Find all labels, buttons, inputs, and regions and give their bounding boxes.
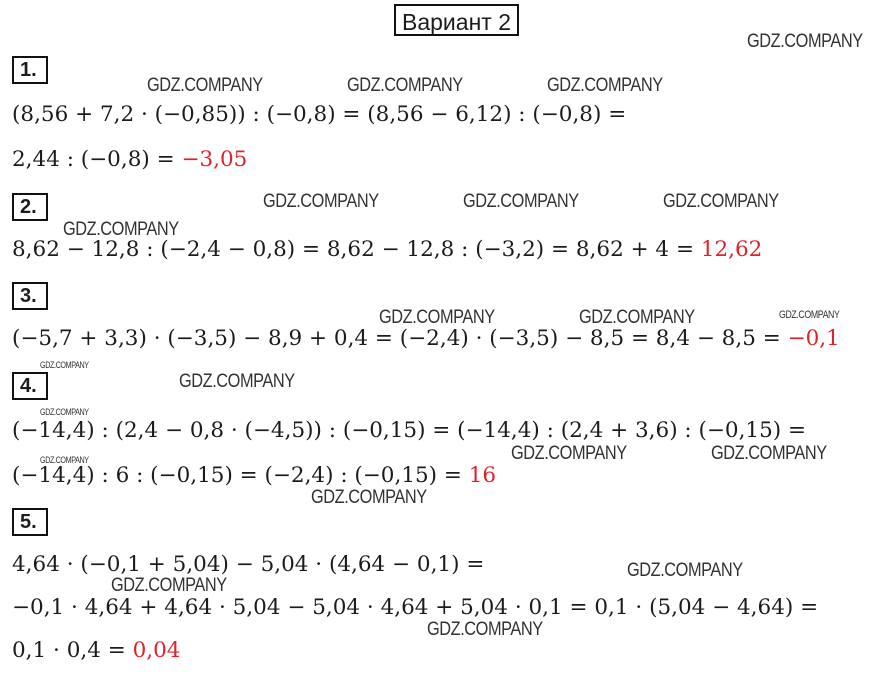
watermark: GDZ.COMPANY — [63, 219, 179, 240]
problem-number-5: 5. — [12, 508, 48, 536]
page-title: Вариант 2 — [394, 4, 519, 36]
answer: 12,62 — [700, 237, 763, 262]
answer: −0,1 — [787, 326, 840, 351]
watermark: GDZ.COMPANY — [311, 487, 427, 508]
watermark: GDZ.COMPANY — [711, 443, 827, 464]
problem-1-line-1 — [12, 100, 626, 130]
watermark: GDZ.COMPANY — [747, 31, 863, 52]
watermark: GDZ.COMPANY — [511, 443, 627, 464]
solution-text: (−5,7 + 3,3) · (−3,5) − 8,9 + 0,4 = (−2,4) · (−3,5) − 8,5 = 8,4 − 8,5 = — [12, 326, 788, 351]
problem-number-1: 1. — [12, 56, 48, 84]
answer: 16 — [468, 463, 497, 488]
solution-text: (8,56 + 7,2 · (−0,85)) : (−0,8) = (8,56 − 6,12) : (−0,8) = — [12, 102, 627, 127]
problem-5-line-3 — [12, 636, 180, 666]
solution-text: 4,64 · (−0,1 + 5,04) − 5,04 · (4,64 − 0,1) = — [12, 552, 485, 577]
answer: −3,05 — [181, 147, 248, 172]
problem-1-line-2 — [12, 145, 247, 175]
solution-text: (−14,4) : (2,4 − 0,8 · (−4,5)) : (−0,15) = (−14,4) : (2,4 + 3,6) : (−0,15) = — [12, 418, 806, 443]
solution-text: 2,44 : (−0,8) = — [12, 147, 182, 172]
solution-text: (−14,4) : 6 : (−0,15) = (−2,4) : (−0,15) = — [12, 463, 469, 488]
problem-number-2: 2. — [12, 193, 48, 221]
watermark: GDZ.COMPANY — [663, 191, 779, 212]
watermark: GDZ.COMPANY — [579, 307, 695, 328]
answer: 0,04 — [132, 638, 181, 663]
watermark: GDZ.COMPANY — [40, 407, 89, 417]
solution-text: 8,62 − 12,8 : (−2,4 − 0,8) = 8,62 − 12,8 : (−3,2) = 8,62 + 4 = — [12, 237, 701, 262]
problem-5-line-2 — [12, 593, 818, 623]
solution-text: −0,1 · 4,64 + 4,64 · 5,04 − 5,04 · 4,64 + 5,04 · 0,1 = 0,1 · (5,04 − 4,64) = — [12, 595, 819, 620]
watermark: GDZ.COMPANY — [463, 191, 579, 212]
watermark: GDZ.COMPANY — [111, 575, 227, 596]
watermark: GDZ.COMPANY — [379, 307, 495, 328]
watermark: GDZ.COMPANY — [263, 191, 379, 212]
watermark: GDZ.COMPANY — [427, 619, 543, 640]
solution-text: 0,1 · 0,4 = — [12, 638, 133, 663]
watermark: GDZ.COMPANY — [779, 309, 840, 321]
watermark: GDZ.COMPANY — [147, 75, 263, 96]
watermark: GDZ.COMPANY — [179, 371, 295, 392]
watermark: GDZ.COMPANY — [347, 75, 463, 96]
watermark: GDZ.COMPANY — [627, 560, 743, 581]
problem-4-line-1 — [12, 416, 806, 446]
problem-number-4: 4. — [12, 372, 48, 400]
problem-number-3: 3. — [12, 282, 48, 310]
watermark: GDZ.COMPANY — [40, 455, 89, 465]
watermark: GDZ.COMPANY — [547, 75, 663, 96]
watermark: GDZ.COMPANY — [40, 360, 89, 370]
problem-5-line-1 — [12, 550, 484, 580]
